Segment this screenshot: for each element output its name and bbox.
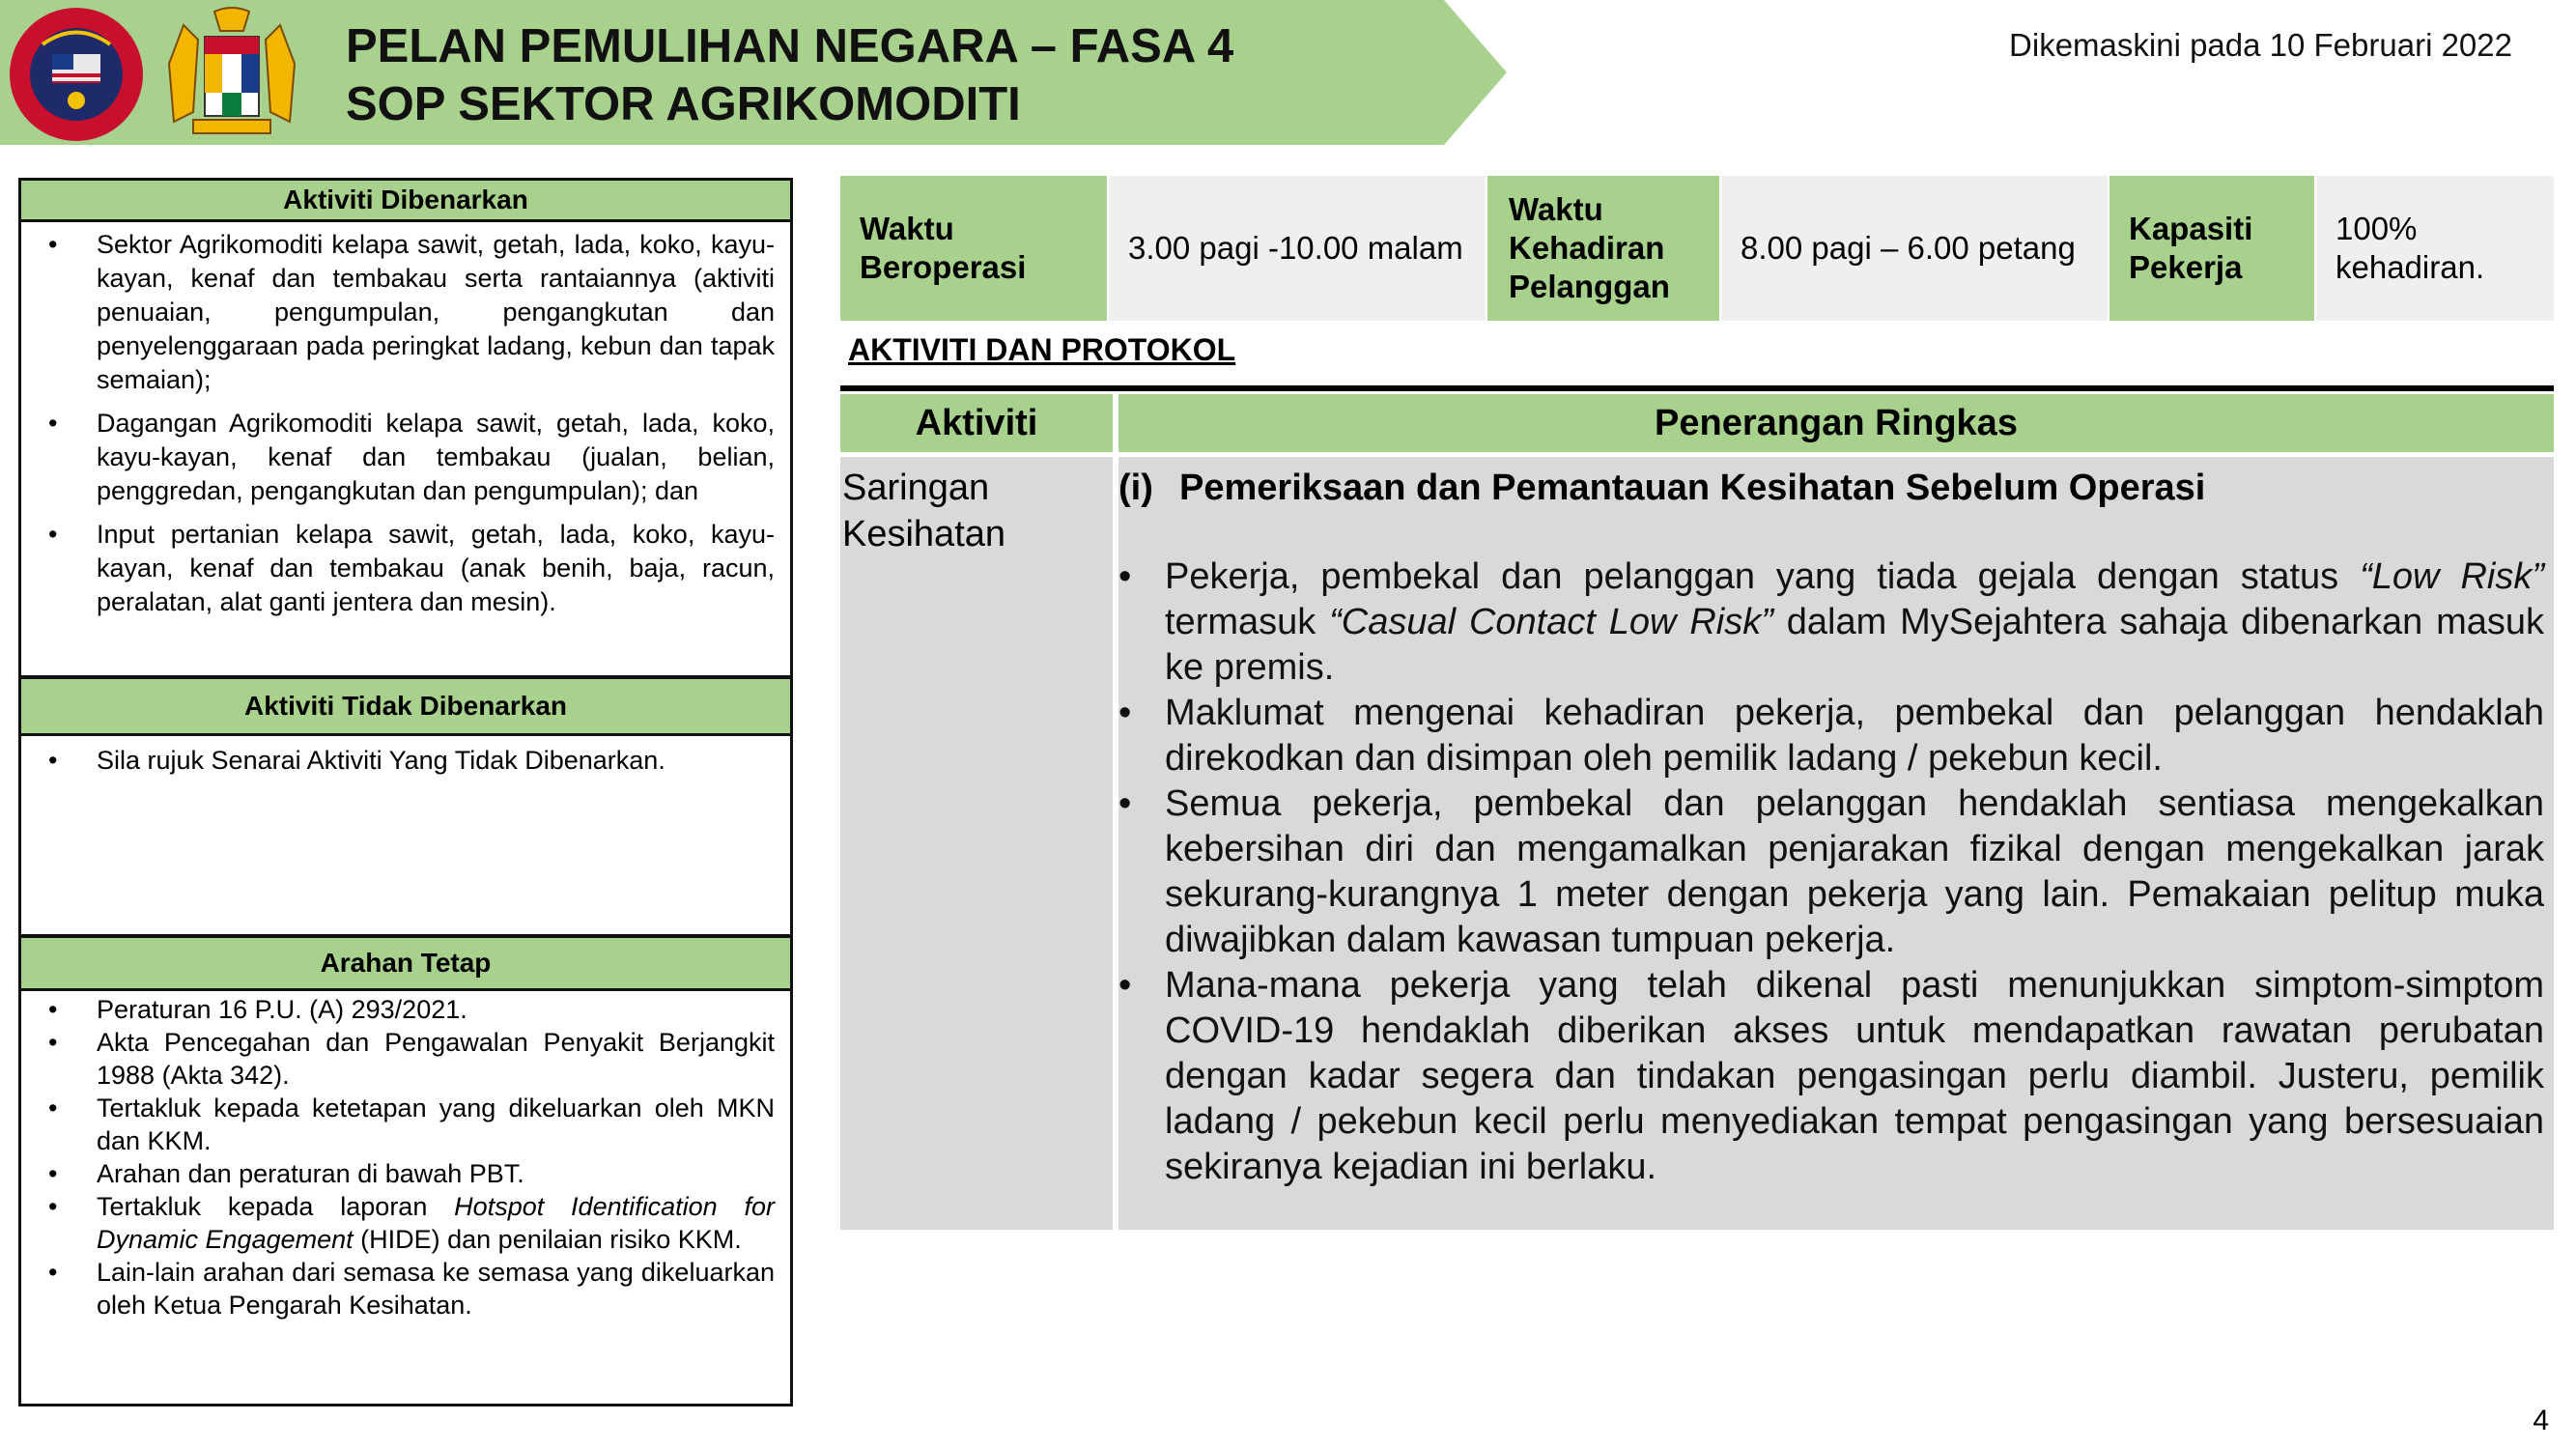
col-header-description: Penerangan Ringkas <box>1118 394 2554 452</box>
allowed-item: • Sektor Agrikomoditi kelapa sawit, getah, lada, koko, kayu-kayan, kenaf dan tembakau serta rantaiannya (aktiviti penuaian, pengumpulan, pengangkutan dan penyelenggaraan pada peringkat ladang, kebun dan tapak semaian); <box>48 228 775 397</box>
standing-item: • Peraturan 16 P.U. (A) 293/2021. <box>48 993 775 1026</box>
sub-number: (i) <box>1118 468 1153 508</box>
page-title <box>346 17 1233 133</box>
p1-italic: “Low Risk” <box>2360 556 2544 597</box>
standing-item-hide <box>48 1190 775 1256</box>
p1-part: termasuk <box>1165 602 1330 642</box>
standing-item: • Arahan dan peraturan di bawah PBT. <box>48 1157 775 1190</box>
allowed-item: • Dagangan Agrikomoditi kelapa sawit, getah, lada, koko, kayu-kayan, kenaf dan tembakau (jualan, belian, penggredan, pengangkutan dan pengumpulan); dan <box>48 407 775 508</box>
coat-of-arms-logo <box>155 6 309 143</box>
col-header-activity: Aktiviti <box>840 394 1113 452</box>
capacity-label: Kapasiti Pekerja <box>2109 176 2314 321</box>
protocol-item <box>1118 554 2544 691</box>
p1-part: dalam MySejahtera sahaja dibenarkan masuk ke premis. <box>1165 602 2545 688</box>
hide-suffix: (HIDE) dan penilaian risiko KKM. <box>353 1225 742 1254</box>
standing-orders-box <box>18 935 793 1406</box>
hide-italic: Hotspot Identification for Dynamic Engagement <box>97 1192 775 1254</box>
not-allowed-list <box>48 744 775 778</box>
allowed-list <box>48 228 775 619</box>
capacity-value: 100% kehadiran. <box>2316 176 2554 321</box>
sub-heading <box>1118 465 2544 511</box>
protocol-item: • Mana-mana pekerja yang telah dikenal pasti menunjukkan simptom-simptom COVID-19 hendaklah diberikan akses untuk mendapatkan rawatan perubatan dengan kadar segera dan tindakan pengasingan perlu diambil. Justeru, pemilik ladang / pekebun kecil perlu menyediakan tempat pengasingan yang bersesuaian sekiranya kejadian ini berlaku. <box>1118 963 2544 1190</box>
protocol-list <box>1118 554 2544 1190</box>
not-allowed-box <box>18 676 793 937</box>
not-allowed-item: • Sila rujuk Senarai Aktiviti Yang Tidak Dibenarkan. <box>48 744 775 778</box>
not-allowed-heading: Aktiviti Tidak Dibenarkan <box>21 679 790 736</box>
allowed-item: • Input pertanian kelapa sawit, getah, lada, koko, kayu-kayan, kenaf dan tembakau (anak benih, baja, racun, peralatan, alat ganti jentera dan mesin). <box>48 518 775 619</box>
protocol-section-title: AKTIVITI DAN PROTOKOL <box>848 332 1236 367</box>
sub-title: Pemeriksaan dan Pemantauan Kesihatan Sebelum Operasi <box>1179 468 2206 508</box>
allowed-activities-box <box>18 178 793 678</box>
hours-label: Waktu Beroperasi <box>840 176 1107 321</box>
visit-label: Waktu Kehadiran Pelanggan <box>1487 176 1719 321</box>
standing-item: • Tertakluk kepada ketetapan yang dikeluarkan oleh MKN dan KKM. <box>48 1092 775 1157</box>
title-line-2: SOP SEKTOR AGRIKOMODITI <box>346 78 1021 130</box>
protocol-item: • Semua pekerja, pembekal dan pelanggan hendaklah sentiasa mengekalkan kebersihan diri dan mengamalkan penjarakan fizikal dengan mengekalkan jarak sekurang-kurangnya 1 meter dengan pekerja yang lain. Pemakaian pelitup muka diwajibkan dalam kawasan tumpuan pekerja. <box>1118 781 2544 963</box>
protocol-item: • Maklumat mengenai kehadiran pekerja, pembekal dan pelanggan hendaklah direkodkan dan disimpan oleh pemilik ladang / pekebun kecil. <box>1118 691 2544 781</box>
allowed-heading: Aktiviti Dibenarkan <box>21 181 790 222</box>
nsc-logo <box>4 6 149 143</box>
table-top-rule <box>840 385 2554 391</box>
visit-value: 8.00 pagi – 6.00 petang <box>1721 176 2108 321</box>
standing-item: • Lain-lain arahan dari semasa ke semasa yang dikeluarkan oleh Ketua Pengarah Kesihatan. <box>48 1256 775 1321</box>
activity-cell: Saringan Kesihatan <box>840 457 1113 1230</box>
standing-item: • Akta Pencegahan dan Pengawalan Penyakit Berjangkit 1988 (Akta 342). <box>48 1026 775 1092</box>
p1-part: Pekerja, pembekal dan pelanggan yang tiada gejala dengan status <box>1165 556 2361 597</box>
p1-italic: “Casual Contact Low Risk” <box>1329 602 1773 642</box>
updated-date: Dikemaskini pada 10 Februari 2022 <box>2009 27 2512 63</box>
title-line-1: PELAN PEMULIHAN NEGARA – FASA 4 <box>346 20 1234 72</box>
standing-heading: Arahan Tetap <box>21 938 790 991</box>
description-cell <box>1118 457 2554 1230</box>
hours-value: 3.00 pagi -10.00 malam <box>1109 176 1486 321</box>
standing-list <box>48 993 775 1321</box>
hide-prefix: Tertakluk kepada laporan <box>97 1192 455 1221</box>
page-number: 4 <box>2533 1405 2549 1436</box>
